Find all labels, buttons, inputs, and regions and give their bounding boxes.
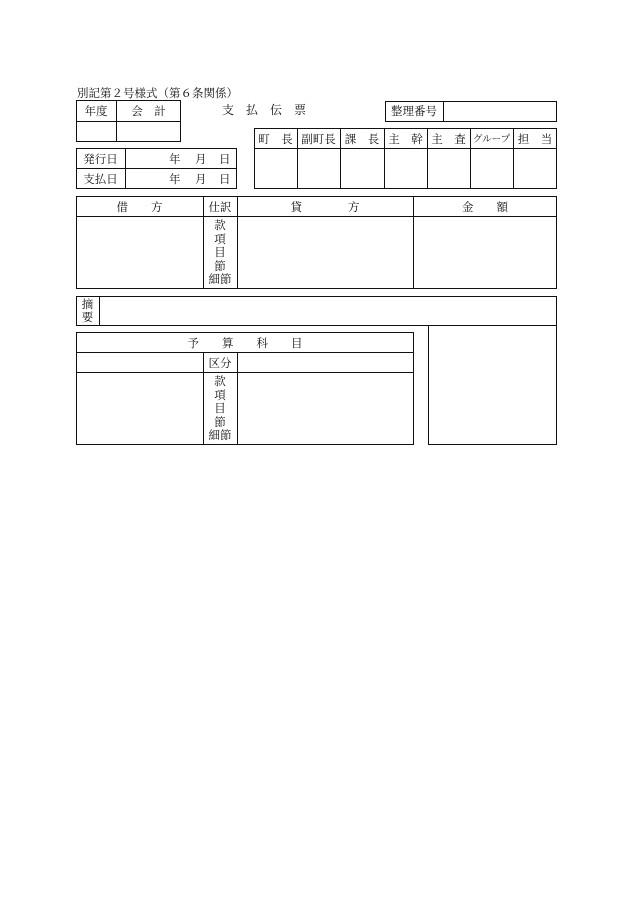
division-value-field[interactable] bbox=[238, 353, 413, 372]
category-moku: 目 bbox=[214, 401, 226, 415]
approval-stamp-group[interactable] bbox=[471, 149, 513, 188]
category-saisetsu: 細節 bbox=[208, 428, 232, 442]
approval-stamp-staff[interactable] bbox=[514, 149, 556, 188]
approval-director-label: 主 幹 bbox=[388, 132, 423, 146]
fiscal-year-label: 年度 bbox=[84, 104, 108, 118]
amount-field[interactable] bbox=[414, 217, 556, 288]
issue-day-unit: 日 bbox=[219, 152, 231, 166]
form-header: 別記第２号様式（第６条関係） bbox=[77, 86, 238, 100]
summary-label-char: 摘 bbox=[81, 297, 94, 311]
approval-stamp-section-chief[interactable] bbox=[341, 149, 384, 188]
budget-title: 予 算 科 目 bbox=[187, 336, 303, 350]
issue-date-field[interactable] bbox=[126, 149, 236, 168]
pay-day-unit: 日 bbox=[219, 172, 231, 186]
credit-field[interactable] bbox=[238, 217, 413, 288]
category-kan: 款 bbox=[214, 218, 226, 232]
pay-date-field[interactable] bbox=[126, 169, 236, 188]
approval-group-label: グループ bbox=[472, 134, 511, 145]
fiscal-year-field[interactable] bbox=[76, 121, 116, 142]
account-field[interactable] bbox=[116, 121, 181, 142]
approval-mayor-label: 町 長 bbox=[258, 132, 293, 146]
journal-header: 仕訳 bbox=[208, 200, 232, 214]
approval-staff-label: 担 当 bbox=[517, 132, 553, 146]
category-setsu: 節 bbox=[214, 414, 226, 429]
summary-label bbox=[76, 298, 99, 324]
pay-month-unit: 月 bbox=[195, 172, 207, 186]
approval-stamp-mayor[interactable] bbox=[255, 149, 297, 188]
budget-category-stack bbox=[203, 375, 237, 443]
division-label: 区分 bbox=[208, 356, 232, 370]
approval-section-chief-label: 課 長 bbox=[344, 132, 380, 146]
summary-field[interactable] bbox=[100, 297, 556, 325]
budget-left-field[interactable] bbox=[77, 373, 203, 444]
category-kan: 款 bbox=[214, 374, 226, 388]
issue-month-unit: 月 bbox=[195, 152, 207, 166]
category-setsu: 節 bbox=[214, 258, 226, 273]
approval-deputy-mayor-label: 副町長 bbox=[301, 132, 336, 146]
pay-year-unit: 年 bbox=[169, 172, 181, 186]
debit-header: 借 方 bbox=[116, 200, 163, 214]
reference-number-field[interactable] bbox=[444, 102, 556, 121]
approval-stamp-deputy-mayor[interactable] bbox=[298, 149, 340, 188]
debit-field[interactable] bbox=[77, 217, 203, 288]
remarks-box[interactable] bbox=[428, 325, 557, 445]
category-kou: 項 bbox=[214, 231, 226, 246]
category-saisetsu: 細節 bbox=[208, 272, 232, 286]
account-label: 会 計 bbox=[131, 104, 166, 118]
form-title: 支 払 伝 票 bbox=[222, 103, 307, 117]
category-kou: 項 bbox=[214, 387, 226, 402]
approval-stamp-inspector[interactable] bbox=[428, 149, 470, 188]
approval-stamp-director[interactable] bbox=[385, 149, 427, 188]
ledger-category-stack bbox=[203, 219, 237, 287]
issue-date-label: 発行日 bbox=[83, 152, 118, 166]
approval-inspector-label: 主 査 bbox=[431, 132, 466, 146]
reference-number-label: 整理番号 bbox=[391, 104, 437, 118]
category-moku: 目 bbox=[214, 245, 226, 259]
credit-header: 貸 方 bbox=[290, 200, 360, 214]
pay-date-label: 支払日 bbox=[83, 172, 118, 186]
issue-year-unit: 年 bbox=[169, 152, 181, 166]
amount-header: 金 額 bbox=[462, 200, 508, 214]
budget-value-field[interactable] bbox=[238, 373, 413, 444]
division-left-field[interactable] bbox=[77, 353, 203, 372]
summary-label-char: 要 bbox=[81, 310, 94, 324]
